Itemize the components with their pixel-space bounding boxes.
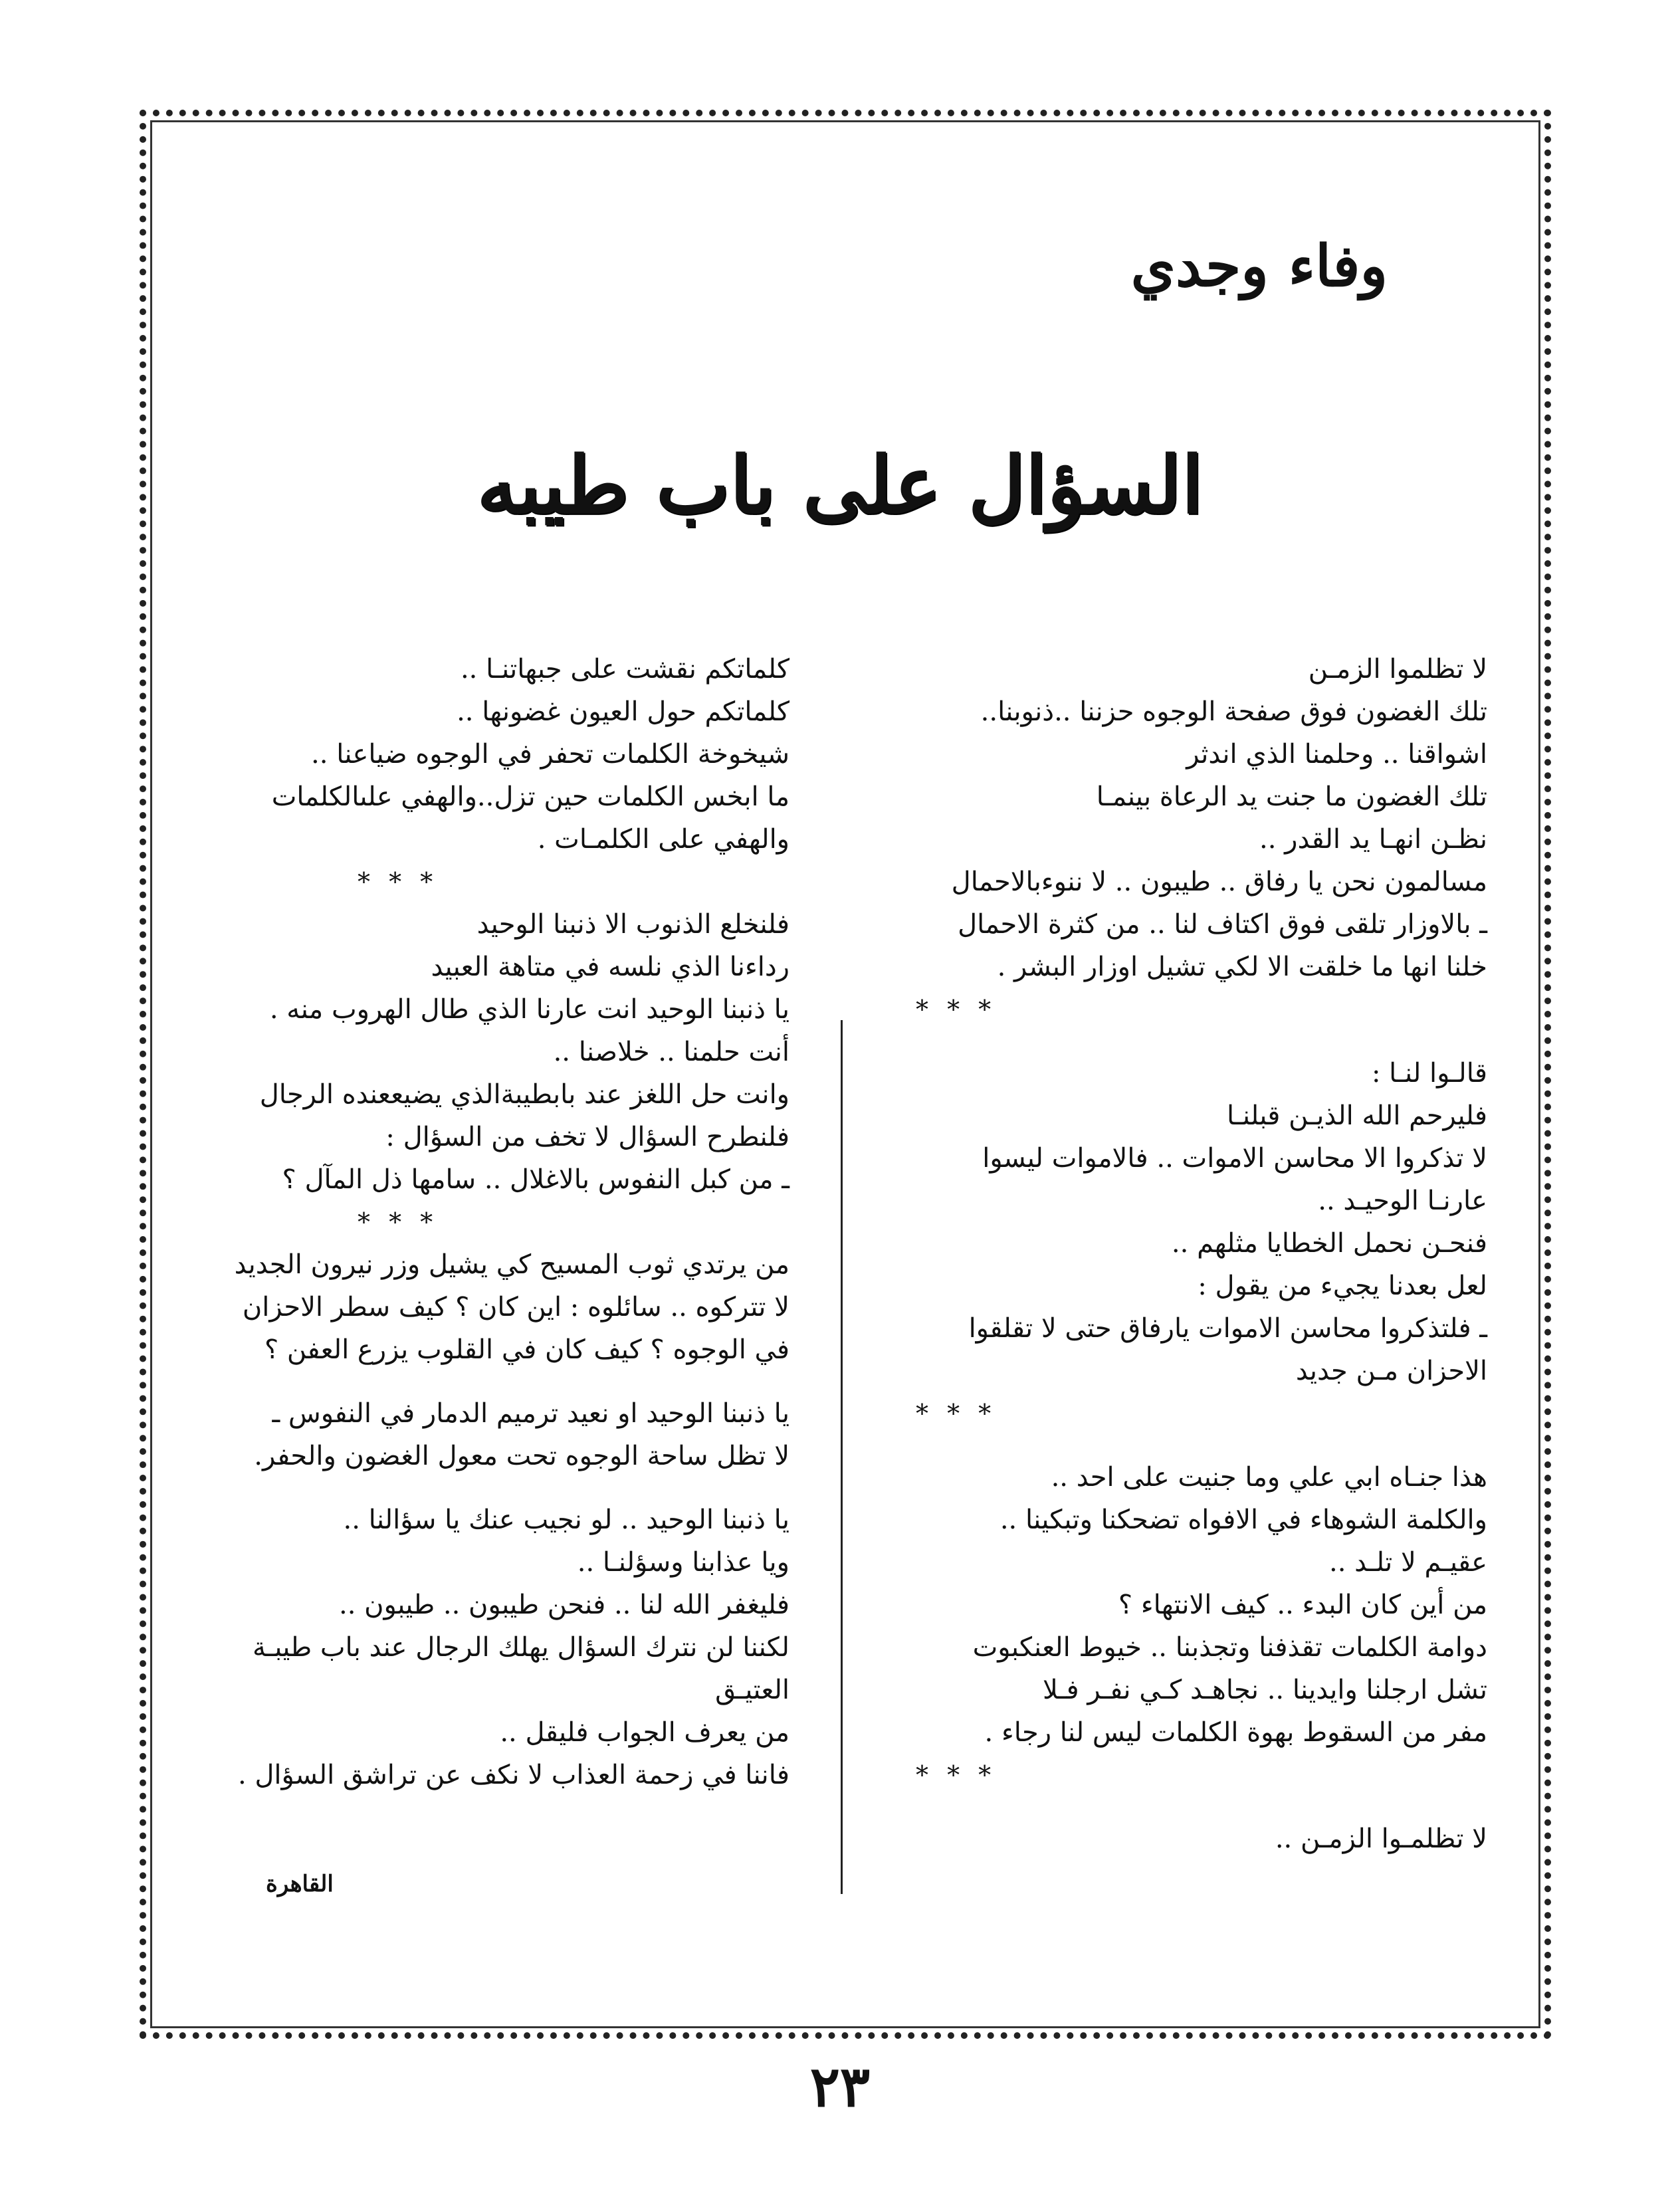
author-name: وفاء وجدي <box>1130 233 1388 300</box>
verse-line: لعل بعدنا يجيء من يقول : <box>1198 1271 1487 1301</box>
spacer <box>823 1435 1487 1456</box>
verse-line: تلك الغضون فوق صفحة الوجوه حزننا ..ذنوبنا.. <box>980 696 1487 727</box>
verse-line: ويا عذابنا وسؤلنـا .. <box>577 1547 789 1578</box>
verse-line: أنت حلمنا .. خلاصنا .. <box>553 1037 789 1067</box>
left-column <box>138 648 789 1796</box>
verse-line: وانت حل اللغز عند بابطيبةالذي يضيععنده الرجال <box>259 1079 789 1110</box>
stanza-separator: * * * <box>358 867 439 896</box>
verse-line: هذا جنـاه ابي علي وما جنيت على احد .. <box>1051 1462 1487 1493</box>
verse-line: ـ فلتذكروا محاسن الاموات يارفاق حتى لا تقلقوا <box>968 1313 1487 1344</box>
verse-line: الاحزان مـن جديد <box>1295 1356 1487 1386</box>
spacer <box>823 1031 1487 1052</box>
verse-line: والهفي على الكلمـات . <box>537 824 789 855</box>
verse-line: دوامة الكلمات تقذفنا وتجذبنا .. خيوط العنكبوت <box>972 1632 1487 1663</box>
verse-line: يا ذنبنا الوحيد .. لو نجيب عنك يا سؤالنا .. <box>343 1505 789 1535</box>
verse-line: ما ابخس الكلمات حين تزل..والهفي علىالكلمات <box>271 782 789 812</box>
spacer <box>138 1477 789 1499</box>
verse-line: قالـوا لنـا : <box>1371 1058 1487 1089</box>
verse-line: رداءنا الذي نلسه في متاهة العبيد <box>431 952 789 982</box>
verse-line: عقيـم لا تلـد .. <box>1329 1547 1487 1578</box>
verse-line: في الوجوه ؟ كيف كان في القلوب يزرع العفن ؟ <box>264 1334 789 1365</box>
stanza-separator: * * * <box>916 1760 997 1790</box>
verse-line: يا ذنبنا الوحيد او نعيد ترميم الدمار في النفوس ـ <box>272 1398 789 1429</box>
verse-line: فنحـن نحمل الخطايا مثلهم .. <box>1171 1228 1487 1259</box>
verse-line: شيخوخة الكلمات تحفر في الوجوه ضياعنا .. <box>311 739 789 770</box>
stanza-separator: * * * <box>916 1399 997 1428</box>
verse-line: من يرتدي ثوب المسيح كي يشيل وزر نيرون الجديد <box>234 1249 789 1280</box>
city-signature: القاهرة <box>266 1871 334 1897</box>
verse-line: لا تتركوه .. سائلوه : اين كان ؟ كيف سطر الاحزان <box>242 1292 789 1322</box>
verse-line: نظـن انهـا يد القدر .. <box>1259 824 1487 855</box>
verse-line: فاننا في زحمة العذاب لا نكف عن تراشق السؤال . <box>237 1760 789 1790</box>
stanza-separator: * * * <box>916 995 997 1024</box>
spacer <box>138 1371 789 1392</box>
verse-line: لا تذكروا الا محاسن الاموات .. فالاموات ليسوا <box>982 1143 1487 1174</box>
verse-line: لا تظلموا الزمـن <box>1308 654 1487 684</box>
verse-line: تشل ارجلنا وايدينا .. نجاهـد كـي نفـر فـلا <box>1042 1675 1487 1705</box>
verse-line: فلنطرح السؤال لا تخف من السؤال : <box>385 1122 789 1152</box>
verse-line: خلنا انها ما خلقت الا لكي تشيل اوزار البشر . <box>997 952 1487 982</box>
poem-title: السؤال على باب طيبه <box>476 439 1204 531</box>
verse-line: من أين كان البدء .. كيف الانتهاء ؟ <box>1118 1590 1487 1620</box>
verse-line: ـ بالاوزار تلقى فوق اكتاف لنا .. من كثرة الاحمال <box>958 909 1487 940</box>
verse-line: كلماتكم حول العيون غضونها .. <box>457 696 789 727</box>
verse-line: مفر من السقوط بهوة الكلمات ليس لنا رجاء . <box>984 1717 1487 1748</box>
verse-line: كلماتكم نقشت على جبهاتنـا .. <box>460 654 789 684</box>
column-divider <box>841 1020 843 1894</box>
verse-line: ـ من كبل النفوس بالاغلال .. سامها ذل المآل ؟ <box>282 1164 789 1195</box>
right-column <box>823 648 1487 1860</box>
verse-line: فليغفر الله لنا .. فنحن طيبون .. طيبون .. <box>339 1590 789 1620</box>
stanza-separator: * * * <box>358 1208 439 1237</box>
verse-line: العتيـق <box>715 1675 789 1705</box>
verse-line: فليرحم الله الذيـن قبلنـا <box>1227 1101 1487 1131</box>
verse-line: من يعرف الجواب فليقل .. <box>500 1717 789 1748</box>
verse-line: تلك الغضون ما جنت يد الرعاة بينمـا <box>1096 782 1487 812</box>
verse-line: لكننا لن نترك السؤال يهلك الرجال عند باب طيبـة <box>253 1632 789 1663</box>
verse-line: والكلمة الشوهاء في الافواه تضحكنا وتبكينا .. <box>999 1505 1487 1535</box>
closing-line: لا تظلمـوا الزمـن .. <box>1275 1824 1487 1854</box>
page-number: ٢٣ <box>809 2053 871 2119</box>
verse-line: عارنـا الوحيـد .. <box>1318 1186 1487 1216</box>
verse-line: فلنخلع الذنوب الا ذنبنا الوحيد <box>476 909 789 940</box>
verse-line: مسالمون نحن يا رفاق .. طيبون .. لا ننوءبالاحمال <box>951 867 1487 897</box>
verse-line: اشواقنا .. وحلمنا الذي اندثر <box>1186 739 1487 770</box>
verse-line: لا تظل ساحة الوجوه تحت معول الغضون والحفر. <box>254 1441 789 1471</box>
spacer <box>823 1796 1487 1818</box>
verse-line: يا ذنبنا الوحيد انت عارنا الذي طال الهروب منه . <box>269 994 789 1025</box>
